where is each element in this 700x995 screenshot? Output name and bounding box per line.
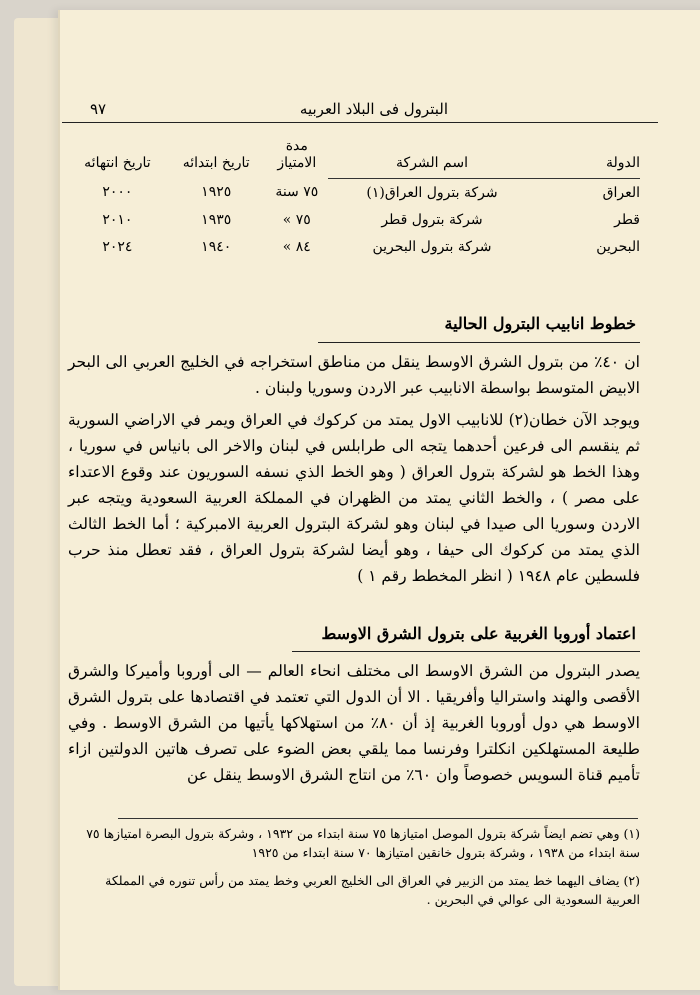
col-header-duration: مدة الامتياز	[277, 138, 317, 171]
cell-country: العراق	[602, 184, 640, 201]
cell-end: ٢٠١٠	[102, 211, 133, 228]
section-underline	[292, 651, 640, 652]
footnote-1: (١) وهي تضم ايضاً شركة بترول الموصل امتيازها ٧٥ سنة ابتداء من ١٩٣٢ ، وشركة بترول البصرة امتيازها ٧٥ سنة ابتداء من ١٩٣٨ ، وشركة بترول خانقين امتيازها ٧٠ سنة ابتداء من ١٩٢٥	[86, 826, 640, 860]
table-row	[68, 206, 640, 233]
paragraph-europe-dependence: يصدر البترول من الشرق الاوسط الى مختلف انحاء العالم — الى أوروبا وأميركا والشرق الأقصى والهند واستراليا وأفريقيا . الا أن الدول التي تعتمد في اقتصادها على بترول الشرق الاوسط هي دول أوروبا الغربية إذ أن ٨٠٪ من استهلاكها يأتيها من الشرق الاوسط . وفي طليعة المستهلكين انكلترا وفرنسا مما يلقي بعض الضوء على تصرف هاتين الدولتين ازاء تأميم قناة السويس خصوصاً وان ٦٠٪ من انتاج الشرق الاوسط ينقل عن	[68, 662, 640, 784]
col-header-country: الدولة	[536, 138, 640, 178]
concessions-table	[68, 138, 640, 260]
section-heading-current-pipelines: خطوط انابيب البترول الحالية	[444, 314, 636, 333]
cell-start: ١٩٢٥	[201, 184, 232, 201]
running-title: البترول فى البلاد العربيه	[299, 100, 448, 118]
col-header-end: تاريخ انتهائه	[84, 155, 151, 171]
footnote-2: (٢) يضاف اليهما خط يمتد من الزبير في العراق الى الخليج العربي وخط يمتد من رأس تنوره في المملكة العربية السعودية الى عوالي في البحرين .	[105, 873, 640, 907]
cell-start: ١٩٣٥	[201, 211, 232, 228]
cell-company: شركة بترول قطر	[381, 211, 483, 228]
paragraph-pipelines-share: ان ٤٠٪ من بترول الشرق الاوسط ينقل من مناطق استخراجه في الخليج العربي الى البحر الابيض المتوسط بواسطة الانابيب عبر الاردن وسوريا ولبنان .	[68, 353, 640, 397]
section-underline	[318, 342, 640, 343]
cell-duration: ٨٤ »	[282, 238, 311, 255]
cell-end: ٢٠٠٠	[102, 184, 133, 201]
cell-duration: ٧٥ سنة	[275, 184, 319, 201]
footnote-rule	[118, 818, 638, 819]
cell-duration: ٧٥ »	[282, 211, 311, 228]
paragraph-pipelines-routes: ويوجد الآن خطان(٢) للانابيب الاول يمتد من كركوك في العراق ويمر في الاراضي السورية ثم ينقسم الى فرعين أحدهما يتجه الى طرابلس في لبنان والاخر الى بانياس في سوريا ، وهذا الخط هو لشركة بترول العراق ( وهو الخط الذي نسفه السوريون عند وقوع الاعتداء على مصر ) ، والخط الثاني يمتد من الظهران في المملكة العربية السعودية ويتجه عبر الاردن وسوريا الى صيدا في لبنان وهو لشركة البترول العربية الامبركية ؛ أما الخط الثالث الذي يمتد من كركوك الى حيفا ، وهو أيضا لشركة بترول العراق ، فقد تعطل منذ حرب فلسطين عام ١٩٤٨ ( انظر المخطط رقم ١ )	[68, 411, 640, 585]
section-heading-europe-dependence: اعتماد أوروبا الغربية على بترول الشرق الاوسط	[321, 624, 636, 643]
cell-company: شركة بترول العراق(١)	[366, 184, 498, 201]
page-number: ٩٧	[90, 100, 107, 118]
running-header	[62, 100, 658, 123]
cell-start: ١٩٤٠	[201, 238, 232, 255]
col-header-start: تاريخ ابتدائه	[182, 155, 250, 171]
col-header-company: اسم الشركة	[328, 138, 536, 178]
cell-country: قطر	[614, 211, 640, 228]
table-row	[68, 233, 640, 260]
cell-company: شركة بترول البحرين	[372, 238, 492, 255]
table-row	[68, 178, 640, 206]
cell-end: ٢٠٢٤	[102, 238, 133, 255]
cell-country: البحرين	[596, 238, 640, 255]
